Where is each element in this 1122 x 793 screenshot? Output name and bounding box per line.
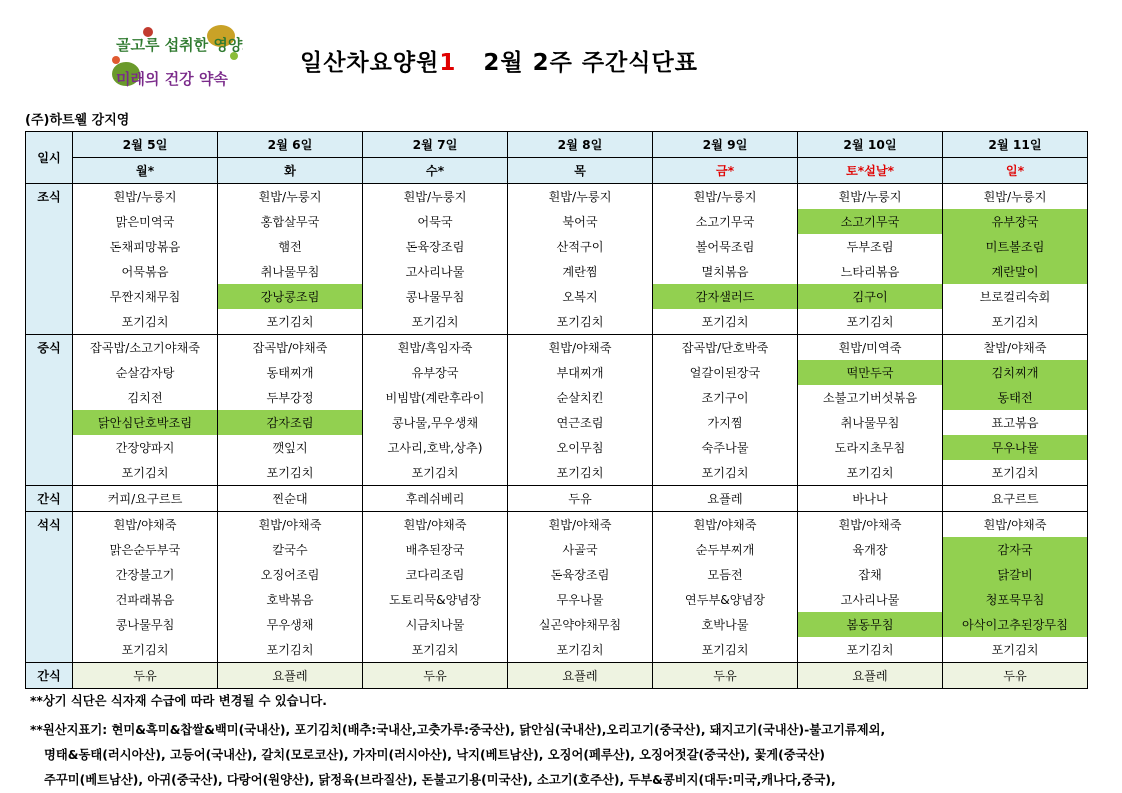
menu-item: 강낭콩조림 bbox=[218, 284, 363, 309]
logo-text-line1: 골고루 섭취한 영양소 bbox=[116, 36, 243, 54]
menu-item: 잡채 bbox=[798, 562, 943, 587]
page-title bbox=[300, 44, 860, 77]
menu-item: 어묵볶음 bbox=[73, 259, 218, 284]
note-origin-line1: **원산지표기: 현미&흑미&찹쌀&백미(국내산), 포기김치(배추:국내산,고춧가루:중국산), 닭안심(국내산),오리고기(중국산), 돼지고기(국내산)-불고기류제외, bbox=[30, 723, 886, 737]
menu-item: 떡만두국 bbox=[798, 360, 943, 385]
weekly-menu-table bbox=[25, 131, 1088, 689]
logo bbox=[108, 22, 243, 98]
menu-item: 콩나물,무우생채 bbox=[363, 410, 508, 435]
meal-row bbox=[26, 259, 1088, 284]
menu-item: 요플레 bbox=[218, 663, 363, 689]
meal-row bbox=[26, 309, 1088, 335]
menu-item: 흰밥/누룽지 bbox=[798, 184, 943, 210]
title-suffix: 2월 2주 주간식단표 bbox=[483, 50, 698, 76]
menu-item: 느타리볶음 bbox=[798, 259, 943, 284]
date-cell: 2월 7일 bbox=[363, 132, 508, 158]
menu-item: 포기김치 bbox=[218, 309, 363, 335]
menu-item: 두부조림 bbox=[798, 234, 943, 259]
menu-item: 포기김치 bbox=[73, 460, 218, 486]
menu-item: 포기김치 bbox=[943, 637, 1088, 663]
logo-graphic bbox=[108, 22, 243, 98]
note-origin-line2: 명태&동태(러시아산), 고등어(국내산), 갈치(모로코산), 가자미(러시아산), 낙지(베트남산), 오징어(페루산), 오징어젓갈(중국산), 꽃게(중국산) bbox=[44, 748, 826, 762]
menu-item: 감자국 bbox=[943, 537, 1088, 562]
menu-item: 찰밥/야채죽 bbox=[943, 335, 1088, 361]
menu-item: 흰밥/누룽지 bbox=[943, 184, 1088, 210]
menu-item: 무우나물 bbox=[943, 435, 1088, 460]
menu-item: 흰밥/누룽지 bbox=[73, 184, 218, 210]
section-label: 조식 bbox=[26, 184, 73, 335]
menu-item: 포기김치 bbox=[218, 637, 363, 663]
menu-item: 두부강정 bbox=[218, 385, 363, 410]
title-prefix: 일산차요양원 bbox=[300, 50, 440, 76]
menu-item: 돈채피망볶음 bbox=[73, 234, 218, 259]
menu-item: 두유 bbox=[363, 663, 508, 689]
menu-item: 산적구이 bbox=[508, 234, 653, 259]
menu-item: 포기김치 bbox=[653, 309, 798, 335]
menu-item: 연근조림 bbox=[508, 410, 653, 435]
menu-item: 오징어조림 bbox=[218, 562, 363, 587]
meal-row bbox=[26, 360, 1088, 385]
menu-item: 콩나물무침 bbox=[73, 612, 218, 637]
date-cell: 2월 10일 bbox=[798, 132, 943, 158]
meal-row bbox=[26, 460, 1088, 486]
menu-item: 소고기무국 bbox=[653, 209, 798, 234]
menu-item: 흰밥/흑임자죽 bbox=[363, 335, 508, 361]
menu-item: 요구르트 bbox=[943, 486, 1088, 512]
menu-item: 계란말이 bbox=[943, 259, 1088, 284]
menu-item: 흰밥/야채죽 bbox=[73, 512, 218, 538]
menu-item: 돈육장조림 bbox=[363, 234, 508, 259]
day-cell: 화 bbox=[218, 158, 363, 184]
menu-item: 포기김치 bbox=[218, 460, 363, 486]
menu-item: 두유 bbox=[653, 663, 798, 689]
meal-row bbox=[26, 385, 1088, 410]
menu-item: 간장양파지 bbox=[73, 435, 218, 460]
menu-item: 고사리,호박,상추) bbox=[363, 435, 508, 460]
menu-item: 취나물무침 bbox=[218, 259, 363, 284]
menu-item: 포기김치 bbox=[508, 309, 653, 335]
day-cell: 월* bbox=[73, 158, 218, 184]
menu-item: 순살감자탕 bbox=[73, 360, 218, 385]
menu-item: 어묵국 bbox=[363, 209, 508, 234]
menu-item: 흰밥/누룽지 bbox=[653, 184, 798, 210]
menu-item: 순살치킨 bbox=[508, 385, 653, 410]
menu-item: 소고기무국 bbox=[798, 209, 943, 234]
menu-item: 무우나물 bbox=[508, 587, 653, 612]
title-number: 1 bbox=[439, 50, 457, 76]
date-cell: 2월 6일 bbox=[218, 132, 363, 158]
logo-text-line2: 미래의 건강 약속 bbox=[116, 70, 228, 88]
menu-item: 김구이 bbox=[798, 284, 943, 309]
meal-row bbox=[26, 435, 1088, 460]
menu-item: 소불고기버섯볶음 bbox=[798, 385, 943, 410]
menu-item: 닭갈비 bbox=[943, 562, 1088, 587]
day-cell: 금* bbox=[653, 158, 798, 184]
menu-item: 유부장국 bbox=[943, 209, 1088, 234]
section-label: 간식 bbox=[26, 663, 73, 689]
menu-item: 두유 bbox=[943, 663, 1088, 689]
menu-item: 멸치볶음 bbox=[653, 259, 798, 284]
section-label: 중식 bbox=[26, 335, 73, 486]
menu-item: 흰밥/누룽지 bbox=[363, 184, 508, 210]
menu-item: 부대찌개 bbox=[508, 360, 653, 385]
menu-item: 취나물무침 bbox=[798, 410, 943, 435]
menu-item: 포기김치 bbox=[943, 460, 1088, 486]
section-label: 간식 bbox=[26, 486, 73, 512]
menu-item: 포기김치 bbox=[73, 637, 218, 663]
menu-item: 동태찌개 bbox=[218, 360, 363, 385]
menu-item: 얼갈이된장국 bbox=[653, 360, 798, 385]
menu-item: 깻잎지 bbox=[218, 435, 363, 460]
menu-item: 조기구이 bbox=[653, 385, 798, 410]
menu-item: 흰밥/야채죽 bbox=[363, 512, 508, 538]
meal-row bbox=[26, 184, 1088, 210]
menu-item: 포기김치 bbox=[73, 309, 218, 335]
meal-row bbox=[26, 234, 1088, 259]
menu-item: 요플레 bbox=[508, 663, 653, 689]
menu-item: 청포묵무침 bbox=[943, 587, 1088, 612]
menu-item: 호박나물 bbox=[653, 612, 798, 637]
menu-item: 오복지 bbox=[508, 284, 653, 309]
menu-item: 두유 bbox=[508, 486, 653, 512]
meal-row bbox=[26, 209, 1088, 234]
menu-item: 오이무침 bbox=[508, 435, 653, 460]
menu-item: 볼어묵조림 bbox=[653, 234, 798, 259]
menu-item: 고사리나물 bbox=[798, 587, 943, 612]
menu-item: 포기김치 bbox=[363, 460, 508, 486]
snack-row bbox=[26, 663, 1088, 689]
menu-item: 잡곡밥/단호박죽 bbox=[653, 335, 798, 361]
menu-item: 호박볶음 bbox=[218, 587, 363, 612]
menu-item: 맑은미역국 bbox=[73, 209, 218, 234]
day-cell: 일* bbox=[943, 158, 1088, 184]
menu-item: 요플레 bbox=[653, 486, 798, 512]
menu-item: 표고볶음 bbox=[943, 410, 1088, 435]
menu-item: 코다리조림 bbox=[363, 562, 508, 587]
note-change-notice: **상기 식단은 식자재 수급에 따라 변경될 수 있습니다. bbox=[30, 694, 327, 708]
menu-item: 모듬전 bbox=[653, 562, 798, 587]
menu-item: 홍합살무국 bbox=[218, 209, 363, 234]
note-origin-line3: 주꾸미(베트남산), 아귀(중국산), 다랑어(원양산), 닭정육(브라질산), 돈불고기용(미국산), 소고기(호주산), 두부&콩비지(대두:미국,캐나다,중국), bbox=[44, 773, 836, 787]
menu-item: 브로컬리숙회 bbox=[943, 284, 1088, 309]
snack-row bbox=[26, 486, 1088, 512]
menu-item: 포기김치 bbox=[798, 460, 943, 486]
menu-item: 맑은순두부국 bbox=[73, 537, 218, 562]
menu-item: 무우생채 bbox=[218, 612, 363, 637]
menu-item: 후레쉬베리 bbox=[363, 486, 508, 512]
menu-item: 잡곡밥/소고기야채죽 bbox=[73, 335, 218, 361]
menu-item: 무짠지채무침 bbox=[73, 284, 218, 309]
day-cell: 수* bbox=[363, 158, 508, 184]
menu-item: 흰밥/야채죽 bbox=[943, 512, 1088, 538]
day-header-row bbox=[26, 158, 1088, 184]
date-cell: 2월 5일 bbox=[73, 132, 218, 158]
menu-item: 흰밥/야채죽 bbox=[653, 512, 798, 538]
menu-item: 숙주나물 bbox=[653, 435, 798, 460]
menu-item: 아삭이고추된장무침 bbox=[943, 612, 1088, 637]
menu-item: 김치전 bbox=[73, 385, 218, 410]
menu-item: 계란찜 bbox=[508, 259, 653, 284]
menu-item: 찐순대 bbox=[218, 486, 363, 512]
meal-row bbox=[26, 537, 1088, 562]
menu-item: 흰밥/누룽지 bbox=[508, 184, 653, 210]
menu-item: 커피/요구르트 bbox=[73, 486, 218, 512]
menu-item: 포기김치 bbox=[363, 309, 508, 335]
meal-row bbox=[26, 410, 1088, 435]
menu-item: 유부장국 bbox=[363, 360, 508, 385]
menu-item: 시금치나물 bbox=[363, 612, 508, 637]
menu-item: 포기김치 bbox=[363, 637, 508, 663]
menu-item: 육개장 bbox=[798, 537, 943, 562]
company-name: (주)하트웰 강지영 bbox=[25, 113, 130, 128]
day-cell: 토*설날* bbox=[798, 158, 943, 184]
menu-item: 포기김치 bbox=[508, 637, 653, 663]
menu-item: 연두부&양념장 bbox=[653, 587, 798, 612]
menu-item: 포기김치 bbox=[798, 637, 943, 663]
menu-item: 간장불고기 bbox=[73, 562, 218, 587]
notes bbox=[30, 688, 885, 793]
menu-item: 동태전 bbox=[943, 385, 1088, 410]
menu-item: 바나나 bbox=[798, 486, 943, 512]
menu-item: 도라지초무침 bbox=[798, 435, 943, 460]
date-header-row bbox=[26, 132, 1088, 158]
menu-item: 포기김치 bbox=[508, 460, 653, 486]
menu-item: 사골국 bbox=[508, 537, 653, 562]
menu-item: 감자조림 bbox=[218, 410, 363, 435]
menu-item: 배추된장국 bbox=[363, 537, 508, 562]
meal-row bbox=[26, 587, 1088, 612]
meal-row bbox=[26, 284, 1088, 309]
menu-item: 잡곡밥/야채죽 bbox=[218, 335, 363, 361]
menu-item: 순두부찌개 bbox=[653, 537, 798, 562]
menu-item: 비빔밥(계란후라이 bbox=[363, 385, 508, 410]
menu-item: 포기김치 bbox=[943, 309, 1088, 335]
meal-row bbox=[26, 612, 1088, 637]
date-cell: 2월 8일 bbox=[508, 132, 653, 158]
menu-item: 건파래볶음 bbox=[73, 587, 218, 612]
menu-item: 포기김치 bbox=[653, 460, 798, 486]
menu-item: 포기김치 bbox=[798, 309, 943, 335]
menu-item: 흰밥/야채죽 bbox=[218, 512, 363, 538]
menu-item: 흰밥/야채죽 bbox=[508, 335, 653, 361]
menu-item: 봄동무침 bbox=[798, 612, 943, 637]
menu-item: 가지찜 bbox=[653, 410, 798, 435]
menu-item: 실곤약야채무침 bbox=[508, 612, 653, 637]
menu-item: 콩나물무침 bbox=[363, 284, 508, 309]
meal-row bbox=[26, 335, 1088, 361]
menu-item: 칼국수 bbox=[218, 537, 363, 562]
menu-item: 도토리묵&양념장 bbox=[363, 587, 508, 612]
menu-item: 두유 bbox=[73, 663, 218, 689]
menu-item: 흰밥/누룽지 bbox=[218, 184, 363, 210]
menu-item: 흰밥/야채죽 bbox=[508, 512, 653, 538]
menu-item: 포기김치 bbox=[653, 637, 798, 663]
menu-item: 미트볼조림 bbox=[943, 234, 1088, 259]
menu-item: 고사리나물 bbox=[363, 259, 508, 284]
menu-item: 감자샐러드 bbox=[653, 284, 798, 309]
menu-item: 돈육장조림 bbox=[508, 562, 653, 587]
menu-item: 흰밥/야채죽 bbox=[798, 512, 943, 538]
header-label: 일시 bbox=[26, 132, 73, 184]
section-label: 석식 bbox=[26, 512, 73, 663]
date-cell: 2월 11일 bbox=[943, 132, 1088, 158]
day-cell: 목 bbox=[508, 158, 653, 184]
meal-row bbox=[26, 562, 1088, 587]
menu-item: 요플레 bbox=[798, 663, 943, 689]
menu-item: 북어국 bbox=[508, 209, 653, 234]
menu-item: 닭안심단호박조림 bbox=[73, 410, 218, 435]
date-cell: 2월 9일 bbox=[653, 132, 798, 158]
menu-item: 김치찌개 bbox=[943, 360, 1088, 385]
menu-item: 흰밥/미역죽 bbox=[798, 335, 943, 361]
meal-row bbox=[26, 512, 1088, 538]
menu-item: 햄전 bbox=[218, 234, 363, 259]
meal-row bbox=[26, 637, 1088, 663]
